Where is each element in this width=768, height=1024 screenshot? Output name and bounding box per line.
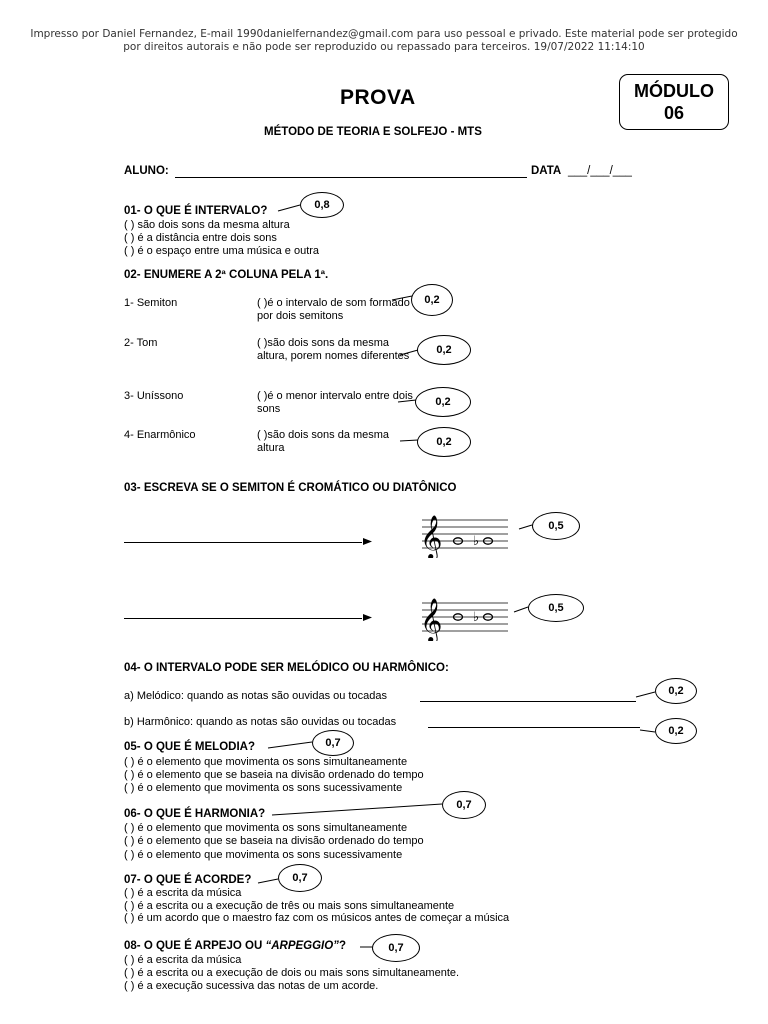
page-title: PROVA <box>340 86 416 109</box>
q2-score-bubble-4: 0,2 <box>417 427 471 457</box>
q3-title: 03- ESCREVA SE O SEMITON É CROMÁTICO OU DIATÔNICO <box>124 482 457 494</box>
q2-score-bubble-2: 0,2 <box>417 335 471 365</box>
flat-icon: ♭ <box>473 610 480 625</box>
q8-title-prefix: 08- O QUE É ARPEJO OU <box>124 940 266 952</box>
q2-left-3: 3- Uníssono <box>124 390 184 402</box>
q2-left-2: 2- Tom <box>124 337 158 349</box>
q1-score-bubble: 0,8 <box>300 192 344 218</box>
q5-title: 05- O QUE É MELODIA? <box>124 741 255 753</box>
date-label: DATA <box>531 165 562 177</box>
q2-score-bubble-1: 0,2 <box>411 284 453 316</box>
subtitle: MÉTODO DE TEORIA E SOLFEJO - MTS <box>264 126 482 138</box>
q6-score-bubble: 0,7 <box>442 791 486 819</box>
q8-title <box>124 940 346 952</box>
q1-option-2[interactable]: ( ) é a distância entre dois sons <box>124 232 277 244</box>
q1-title: 01- O QUE É INTERVALO? <box>124 205 268 217</box>
q2-right-2[interactable]: ( )são dois sons da mesma altura, porem nomes diferentes <box>257 337 410 362</box>
q3-score-bubble-1: 0,5 <box>532 512 580 540</box>
q2-title: 02- ENUMERE A 2ª COLUNA PELA 1ª. <box>124 269 329 281</box>
q4-a-field[interactable] <box>420 690 636 702</box>
q2-left-4: 4- Enarmônico <box>124 429 196 441</box>
q8-option-1[interactable]: ( ) é a escrita da música <box>124 954 242 966</box>
q1-option-3[interactable]: ( ) é o espaço entre uma música e outra <box>124 245 320 257</box>
q6-option-2[interactable]: ( ) é o elemento que se baseia na divisão ordenado do tempo <box>124 835 424 847</box>
q7-option-2[interactable]: ( ) é a escrita ou a execução de três ou mais sons simultaneamente <box>124 900 455 912</box>
student-name-field[interactable] <box>175 165 527 178</box>
q8-option-2[interactable]: ( ) é a escrita ou a execução de dois ou mais sons simultaneamente. <box>124 967 460 979</box>
q6-option-1[interactable]: ( ) é o elemento que movimenta os sons simultaneamente <box>124 822 408 834</box>
q3-score-bubble-2: 0,5 <box>528 594 584 622</box>
q5-option-3[interactable]: ( ) é o elemento que movimenta os sons sucessivamente <box>124 782 403 794</box>
staff-notation-2 <box>412 591 512 641</box>
q4-title: 04- O INTERVALO PODE SER MELÓDICO OU HARMÔNICO: <box>124 662 449 674</box>
q8-title-suffix: ? <box>338 940 346 952</box>
q4-b-field[interactable] <box>428 716 640 728</box>
q2-score-bubble-3: 0,2 <box>415 387 471 417</box>
q4-b-text: b) Harmônico: quando as notas são ouvidas ou tocadas <box>124 716 397 728</box>
arrow-icon <box>363 614 372 621</box>
q5-option-2[interactable]: ( ) é o elemento que se baseia na divisão ordenado do tempo <box>124 769 424 781</box>
copyright-note-line1: Impresso por Daniel Fernandez, E-mail 1990danielfernandez@gmail.com para uso pessoal e privado. Este material pode ser protegido <box>30 28 738 40</box>
q6-option-3[interactable]: ( ) é o elemento que movimenta os sons sucessivamente <box>124 849 403 861</box>
staff-notation-1 <box>412 508 512 558</box>
treble-clef-icon: 𝄞 <box>420 598 443 641</box>
q5-score-bubble: 0,7 <box>312 730 354 756</box>
date-field[interactable]: ___/___/___ <box>568 165 632 177</box>
q3-answer-field-1[interactable] <box>124 530 362 543</box>
q2-right-1[interactable]: ( )é o intervalo de som formado por dois semitons <box>257 297 410 322</box>
q7-score-bubble: 0,7 <box>278 864 322 892</box>
q8-title-italic: “ARPEGGIO” <box>265 940 339 952</box>
q7-option-3[interactable]: ( ) é um acordo que o maestro faz com os músicos antes de começar a música <box>124 912 510 924</box>
q4-b-score-bubble: 0,2 <box>655 718 697 744</box>
q2-right-3[interactable]: ( )é o menor intervalo entre dois sons <box>257 390 413 415</box>
q1-option-1[interactable]: ( ) são dois sons da mesma altura <box>124 219 290 231</box>
q7-option-1[interactable]: ( ) é a escrita da música <box>124 887 242 899</box>
module-box <box>619 74 729 130</box>
q4-a-text: a) Melódico: quando as notas são ouvidas ou tocadas <box>124 690 387 702</box>
flat-icon: ♭ <box>473 534 480 549</box>
copyright-note-line2: por direitos autorais e não pode ser reproduzido ou repassado para terceiros. 19/07/2022 11:14:10 <box>123 41 645 53</box>
q3-answer-field-2[interactable] <box>124 606 362 619</box>
module-number: 06 <box>663 103 685 123</box>
arrow-icon <box>363 538 372 545</box>
q8-score-bubble: 0,7 <box>372 934 420 962</box>
q4-a-score-bubble: 0,2 <box>655 678 697 704</box>
module-label: MÓDULO <box>634 81 714 101</box>
q6-title: 06- O QUE É HARMONIA? <box>124 808 266 820</box>
q8-option-3[interactable]: ( ) é a execução sucessiva das notas de um acorde. <box>124 980 379 992</box>
q2-right-4[interactable]: ( )são dois sons da mesma altura <box>257 429 390 454</box>
q5-option-1[interactable]: ( ) é o elemento que movimenta os sons simultaneamente <box>124 756 408 768</box>
treble-clef-icon: 𝄞 <box>420 515 443 558</box>
q2-left-1: 1- Semiton <box>124 297 178 309</box>
student-label: ALUNO: <box>124 165 169 177</box>
q7-title: 07- O QUE É ACORDE? <box>124 874 252 886</box>
